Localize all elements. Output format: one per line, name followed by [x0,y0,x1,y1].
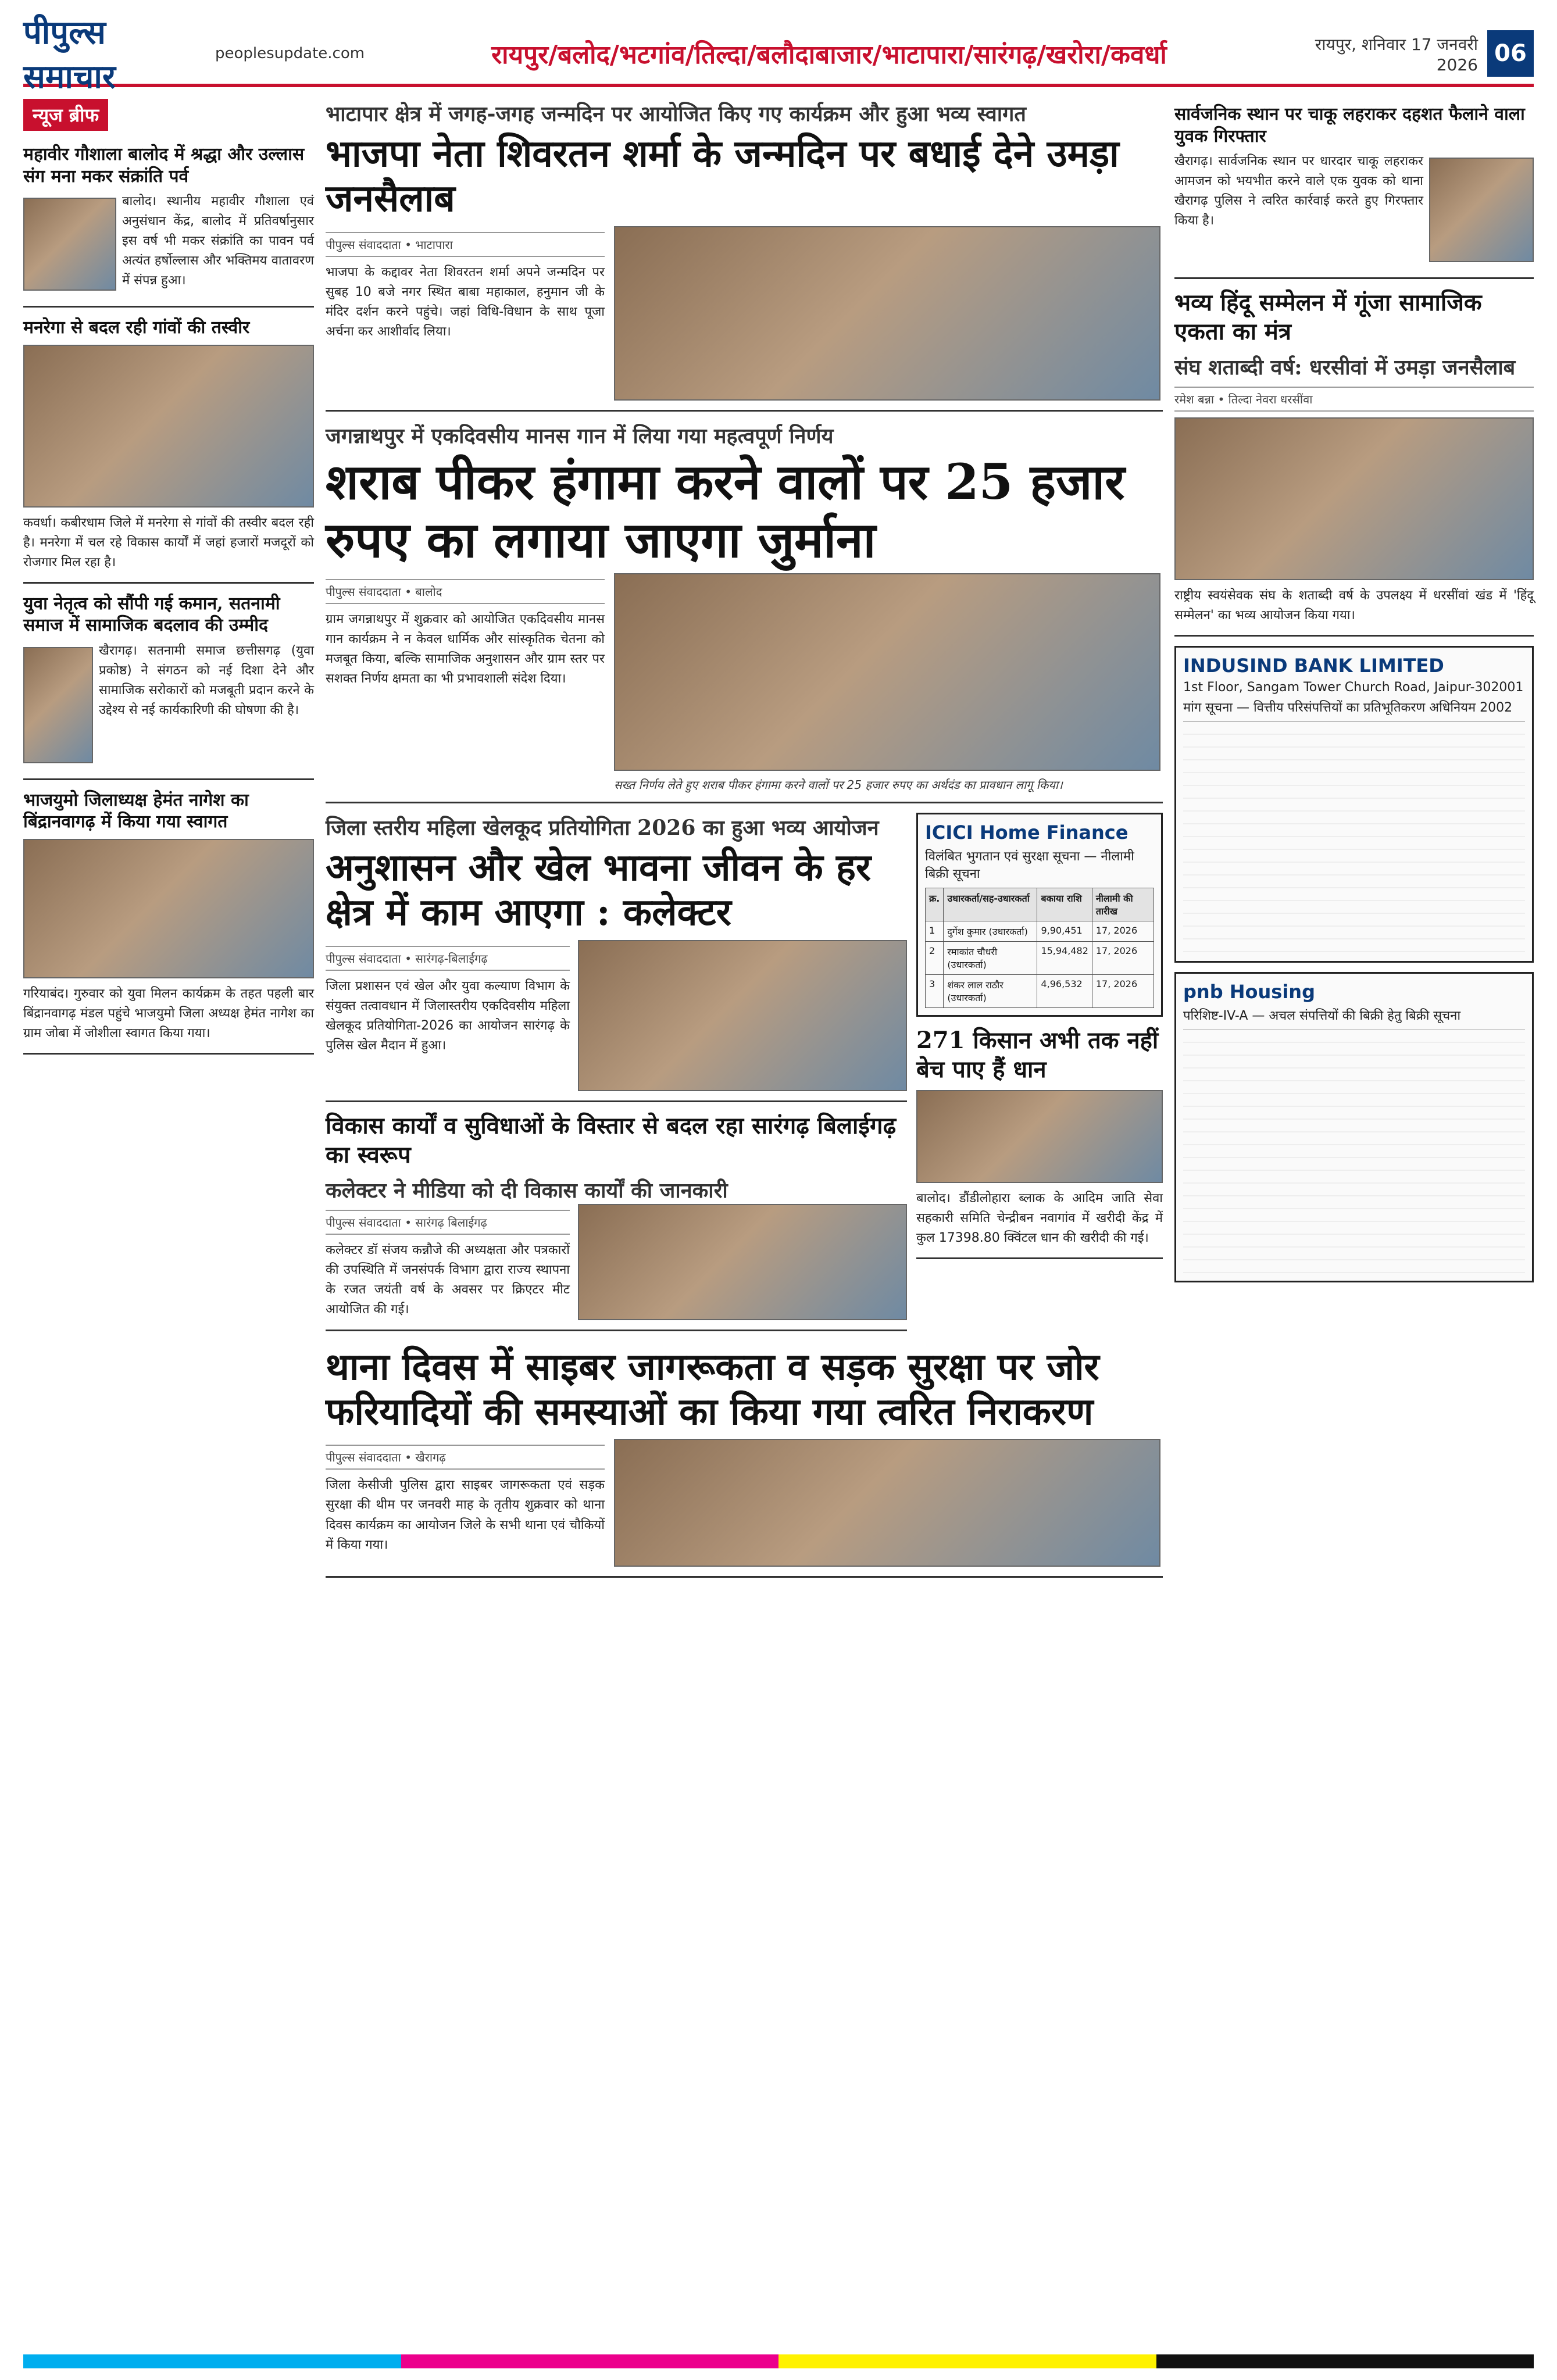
color-swatch [401,2354,779,2368]
auction-table [925,888,1154,1008]
table-cell: दुर्गेश कुमार (उधारकर्ता) [944,921,1037,942]
story-byline: पीपुल्स संवाददाता • खैरागढ़ [326,1445,605,1470]
left-column [23,99,314,1064]
story-hindu-sammelan [1174,288,1534,637]
table-cell: 15,94,482 [1037,942,1092,975]
table-header: क्र. [926,888,944,921]
story-kicker: संघ शताब्दी वर्ष: धरसीवां में उमड़ा जनसैलाब [1174,355,1516,380]
story-byline: पीपुल्स संवाददाता • सारंगढ़-बिलाईगढ़ [326,946,570,971]
table-cell: 4,96,532 [1037,975,1092,1008]
ad-address: 1st Floor, Sangam Tower Church Road, Jaipur-302001 [1183,680,1524,695]
story-body: कलेक्टर डॉ संजय कन्नौजे की अध्यक्षता और पत्रकारों की उपस्थिति में जनसंपर्क विभाग द्वारा राज्य स्थापना के रजत जयंती वर्ष के अवसर पर क्रिएटर मीट आयोजित की गई। [326,1242,570,1317]
table-header: बकाया राशि [1037,888,1092,921]
print-color-bar [23,2354,1534,2368]
story-photo [23,839,314,978]
news-brief-badge: न्यूज ब्रीफ [23,99,108,131]
story-headline: भाजयुमो जिलाध्यक्ष हेमंत नागेश का बिंद्रानवागढ़ में किया गया स्वागत [23,789,249,832]
table-row [926,921,1154,942]
story-body: कवर्धा। कबीरधाम जिले में मनरेगा से गांवों की तस्वीर बदल रही है। मनरेगा में चल रहे विकास कार्यों में जहां हजारों मजदूरों को रोजगार मिल रहा है। [23,515,314,570]
website-url[interactable]: peoplesupdate.com [215,45,365,62]
masthead [23,13,1534,96]
story-kicker: जिला स्तरीय महिला खेलकूद प्रतियोगिता 2026 का हुआ भव्य आयोजन [326,816,879,841]
table-cell: 2 [926,942,944,975]
story-shivratan [326,99,1163,412]
story-headline: मनरेगा से बदल रही गांवों की तस्वीर [23,317,250,338]
story-photo [1174,417,1534,580]
newspaper-logo: पीपुल्स समाचार [23,13,116,96]
story-headline: महावीर गौशाला बालोद में श्रद्धा और उल्लास संग मना मकर संक्रांति पर्व [23,144,305,187]
ad-pnb-housing [1174,972,1534,1282]
ad-title: INDUSIND BANK LIMITED [1183,655,1444,677]
story-headline: अनुशासन और खेल भावना जीवन के हर क्षेत्र में काम आएगा : कलेक्टर [326,846,872,934]
ad-title: ICICI Home Finance [925,821,1129,844]
story-kicker: कलेक्टर ने मीडिया को दी विकास कार्यों की जानकारी [326,1178,728,1203]
story-headline: भव्य हिंदू सम्मेलन में गूंजा सामाजिक एकता का मंत्र [1174,289,1482,345]
story-body: ग्राम जगन्नाथपुर में शुक्रवार को आयोजित एकदिवसीय मानस गान कार्यक्रम ने न केवल धार्मिक और सांस्कृतिक चेतना को मजबूत किया, बल्कि सामाजिक अनुशासन और ग्राम स्तर पर सशक्त निर्णय क्षमता का भी प्रभावशाली संदेश दिया। [326,612,605,687]
story-photo [23,647,93,763]
story-photo [23,198,116,291]
ad-icici [916,813,1163,1017]
story-body: जिला केसीजी पुलिस द्वारा साइबर जागरूकता एवं सड़क सुरक्षा की थीम पर जनवरी माह के तृतीय शुक्रवार को थाना दिवस कार्यक्रम का आयोजन जिले के सभी थाना एवं चौकियों में किया गया। [326,1478,605,1552]
story-headline: शराब पीकर हंगामा करने वालों पर 25 हजार रुपए का लगाया जाएगा जुर्माना [326,452,1125,569]
table-row [926,975,1154,1008]
table-cell: 9,90,451 [1037,921,1092,942]
story-headline: भाजपा नेता शिवरतन शर्मा के जन्मदिन पर बधाई देने उमड़ा जनसैलाब [326,132,1119,220]
table-cell: 17, 2026 [1092,975,1154,1008]
story-byline: पीपुल्स संवाददाता • सारंगढ़ बिलाईगढ़ [326,1210,570,1235]
table-row [926,942,1154,975]
table-cell: 17, 2026 [1092,942,1154,975]
color-swatch [779,2354,1156,2368]
story-body: जिला प्रशासन एवं खेल और युवा कल्याण विभाग के संयुक्त तत्वावधान में जिलास्तरीय एकदिवसीय महिला खेलकूद प्रतियोगिता-2026 का आयोजन सारंगढ़ के पुलिस खेल मैदान में हुआ। [326,978,570,1053]
story-byline: रमेश बन्ना • तिल्दा नेवरा धरसींवा [1174,387,1534,412]
story-headline: युवा नेतृत्व को सौंपी गई कमान, सतनामी समाज में सामाजिक बदलाव की उम्मीद [23,593,280,636]
story-body: खैरागढ़। सार्वजनिक स्थान पर धारदार चाकू लहराकर आमजन को भयभीत करने वाले एक युवक को थाना खैरागढ़ पुलिस ने त्वरित कार्रवाई करते हुए गिरफ्तार किया है। [1174,154,1423,228]
color-swatch [1156,2354,1534,2368]
story-gaushala [23,144,314,308]
table-cell: 1 [926,921,944,942]
story-dhan [916,1026,1163,1259]
ad-fine-print [1183,1030,1525,1274]
ad-fine-print [1183,721,1525,954]
story-manrega [23,317,314,584]
story-bjym [23,789,314,1055]
story-photo [614,573,1160,771]
dateline: रायपुर, शनिवार 17 जनवरी 2026 [1315,34,1478,74]
story-satnami [23,593,314,780]
story-photo [614,1439,1160,1567]
table-cell: रमाकांत चौधरी (उधारकर्ता) [944,942,1037,975]
ad-subtitle: परिशिष्ट-IV-A — अचल संपत्तियों की बिक्री हेतु बिक्री सूचना [1183,1009,1461,1024]
story-body: राष्ट्रीय स्वयंसेवक संघ के शताब्दी वर्ष के उपलक्ष्य में धरसींवां खंड में 'हिंदू सम्मेलन' का भव्य आयोजन किया गया। [1174,588,1534,623]
edition-cities: रायपुर/बलोद/भटगांव/तिल्दा/बलौदाबाजार/भाटापारा/सारंगढ़/खरोरा/कवर्धा [491,40,1167,70]
story-headline: 271 किसान अभी तक नहीं बेच पाए हैं धान [916,1027,1159,1084]
table-header: उधारकर्ता/सह-उधारकर्ता [944,888,1037,921]
main-column [326,99,1163,1587]
table-cell: 17, 2026 [1092,921,1154,942]
photo-caption: सख्त निर्णय लेते हुए शराब पीकर हंगामा करने वालों पर 25 हजार रुपए का अर्थदंड का प्रावधान लागू किया। [614,778,1063,792]
table-header: नीलामी की तारीख [1092,888,1154,921]
story-byline: पीपुल्स संवाददाता • बालोद [326,579,605,604]
story-thana [326,1345,1163,1578]
story-body: खैरागढ़। सतनामी समाज छत्तीसगढ़ (युवा प्रकोष्ठ) ने संगठन को नई दिशा देने और सामाजिक सरोकारों को मजबूती प्रदान करने के उद्देश्य से नई कार्यकारिणी की घोषणा की है। [99,643,314,718]
story-photo [614,226,1160,401]
story-chaku [1174,103,1534,279]
table-cell: शंकर लाल राठौर (उधारकर्ता) [944,975,1037,1008]
story-khel [326,813,907,1102]
ad-title: pnb Housing [1183,981,1315,1003]
story-photo [23,345,314,508]
table-cell: 3 [926,975,944,1008]
ad-indusind [1174,646,1534,963]
story-body: भाजपा के कद्दावर नेता शिवरतन शर्मा अपने जन्मदिन पर सुबह 10 बजे नगर स्थित बाबा महाकाल, हनुमान जी के मंदिर दर्शन करने पहुंचे। जहां विधि-विधान के साथ पूजा अर्चना कर आशीर्वाद लिया। [326,265,605,339]
story-kicker: जगन्नाथपुर में एकदिवसीय मानस गान में लिया गया महत्वपूर्ण निर्णय [326,423,834,448]
story-body: बालोद। स्थानीय महावीर गौशाला एवं अनुसंधान केंद्र, बालोद में प्रतिवर्षानुसार इस वर्ष भी मकर संक्रांति का पावन पर्व अत्यंत हर्षोल्लास और भक्तिमय वातावरण में संपन्न हुआ। [122,194,314,288]
story-headline: विकास कार्यों व सुविधाओं के विस्तार से बदल रहा सारंगढ़ बिलाईगढ़ का स्वरूप [326,1112,897,1168]
story-headline: थाना दिवस में साइबर जागरूकता व सड़क सुरक्षा पर जोर फरियादियों की समस्याओं का किया गया त्वरित निराकरण [326,1345,1099,1434]
story-body: बालोद। डौंडीलोहारा ब्लाक के आदिम जाति सेवा सहकारी समिति चेन्द्रीबन नवागांव में खरीदी केंद्र में कुल 17398.80 क्विंटल धान की खरीदी की गई। [916,1191,1163,1246]
story-photo [1429,158,1534,262]
story-vikas [326,1112,907,1331]
ad-subtitle: विलंबित भुगतान एवं सुरक्षा सूचना — नीलामी बिक्री सूचना [925,849,1134,882]
story-photo [578,1204,907,1320]
story-headline: सार्वजनिक स्थान पर चाकू लहराकर दहशत फैलाने वाला युवक गिरफ्तार [1174,104,1525,146]
story-kicker: भाटापार क्षेत्र में जगह-जगह जन्मदिन पर आयोजित किए गए कार्यक्रम और हुआ भव्य स्वागत [326,102,1026,126]
story-byline: पीपुल्स संवाददाता • भाटापारा [326,232,605,257]
ad-subtitle: मांग सूचना — वित्तीय परिसंपत्तियों का प्रतिभूतिकरण अधिनियम 2002 [1183,701,1513,716]
story-photo [916,1090,1163,1183]
story-sharab [326,421,1163,804]
right-column [1174,99,1534,1292]
story-photo [578,940,907,1091]
page-number: 06 [1487,30,1534,77]
story-body: गरियाबंद। गुरुवार को युवा मिलन कार्यक्रम के तहत पहली बार बिंद्रानवागढ़ मंडल पहुंचे भाजयुमो जिला अध्यक्ष हेमंत नागेश का ग्राम जोबा में जोशीला स्वागत किया गया। [23,986,314,1041]
color-swatch [23,2354,401,2368]
